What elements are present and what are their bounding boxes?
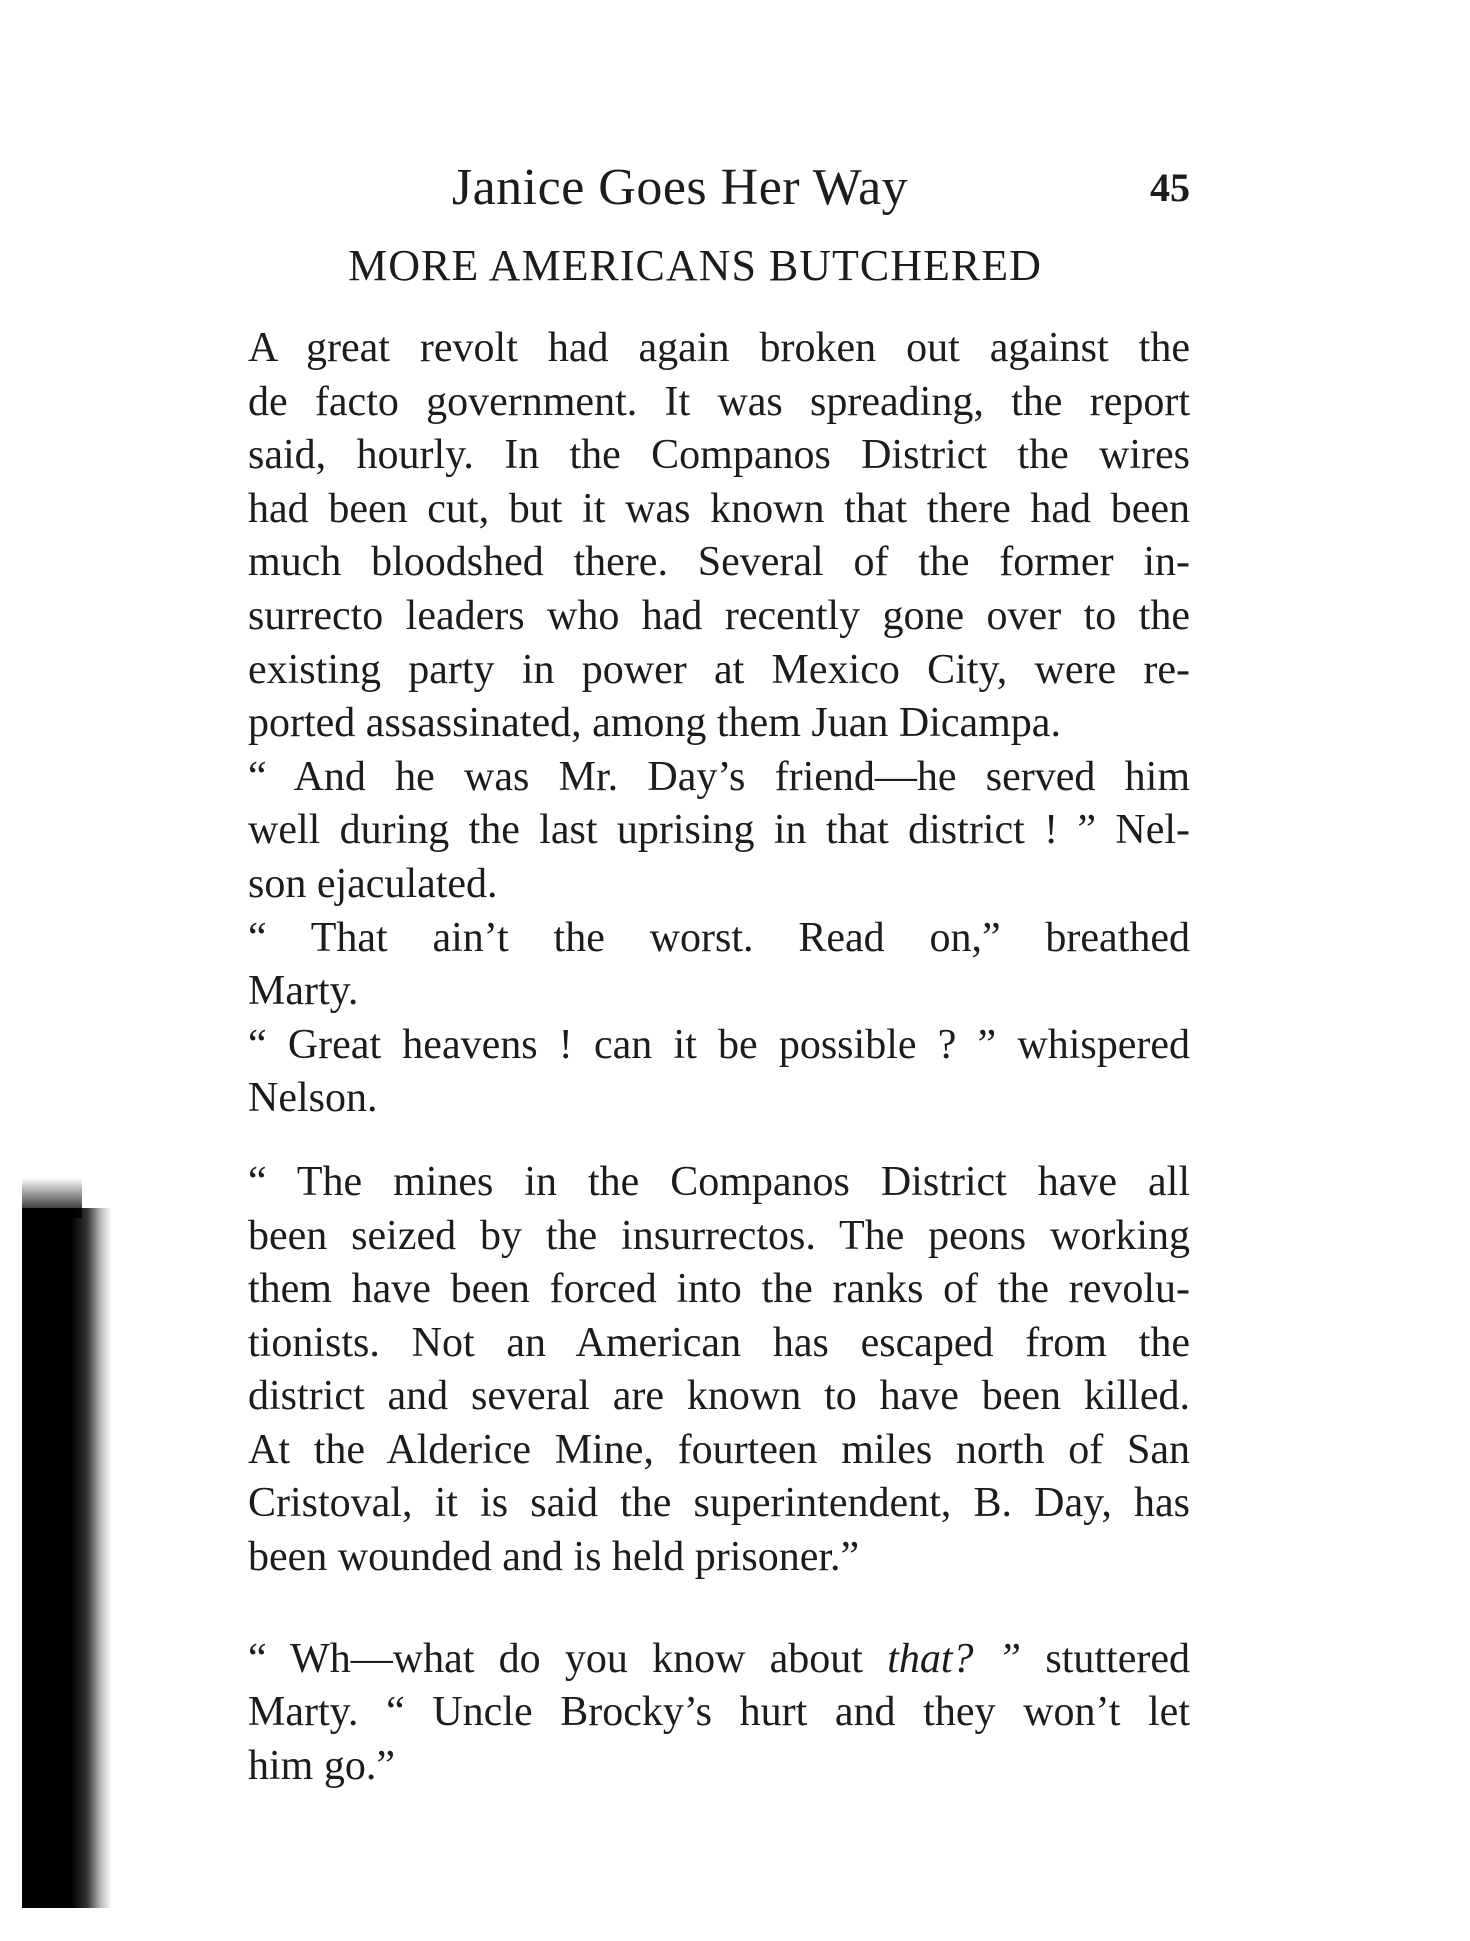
paragraph-marty-stutter [200,1633,1190,1794]
text-line: ported assassinated, among them Juan Dicampa. [248,700,1061,747]
paragraph-nelson-friend [200,751,1190,912]
text-line: had been cut, but it was known that there had been [248,485,1190,532]
news-headline: MORE AMERICANS BUTCHERED [348,241,1042,290]
text-line: “ That ain’t the worst. Read on,” breathed [248,914,1190,961]
text-line: At the Alderice Mine, fourteen miles north of San [248,1426,1190,1473]
running-title: Janice Goes Her Way [451,159,909,216]
text-line: been seized by the insurrectos. The peons working [248,1212,1190,1259]
text-line: Marty. [248,968,359,1015]
paragraph-mines-seized [200,1156,1190,1585]
text-line: A great revolt had again broken out against the [248,325,1190,371]
text-line: “ Great heavens ! can it be possible ? ” whispered [248,1021,1190,1068]
scan-shadow-edge [22,1208,112,1908]
paragraph-spacer [200,1126,1190,1156]
page-header [200,158,1190,228]
emphasis-that: that? ” [887,1635,1022,1682]
text-line: de facto government. It was spreading, the report [248,378,1190,425]
paragraph-marty-read-on [200,912,1190,1019]
text-line: Marty. “ Uncle Brocky’s hurt and they won’t let [248,1689,1190,1736]
text-line: Cristoval, it is said the superintendent, B. Day, has [248,1480,1190,1527]
page-number: 45 [1150,165,1190,210]
text-fragment: stuttered [1021,1635,1190,1682]
text-line: district and several are known to have been killed. [248,1373,1190,1420]
paragraph-spacer [200,1585,1190,1633]
text-line: them have been forced into the ranks of the revolu- [248,1266,1190,1313]
text-line [200,1633,1190,1687]
text-line: Nelson. [248,1075,378,1122]
text-line: tionists. Not an American has escaped from the [248,1319,1190,1366]
text-line: well during the last uprising in that district ! ” Nel- [248,807,1190,854]
text-line: been wounded and is held prisoner.” [248,1534,860,1581]
text-line: him go.” [248,1742,395,1789]
paragraph-revolt [200,322,1190,751]
text-line: existing party in power at Mexico City, were re- [248,646,1190,693]
text-line: son ejaculated. [248,860,498,907]
text-line: “ And he was Mr. Day’s friend—he served him [248,753,1190,800]
text-line: “ The mines in the Companos District have all [248,1158,1190,1205]
paragraph-great-heavens [200,1019,1190,1126]
text-fragment: “ Wh—what do you know about [248,1635,888,1682]
text-line: surrecto leaders who had recently gone over to the [248,592,1190,639]
body-text [200,322,1190,1793]
text-line: said, hourly. In the Companos District the wires [248,432,1190,479]
text-line: much bloodshed there. Several of the former in- [248,539,1190,586]
